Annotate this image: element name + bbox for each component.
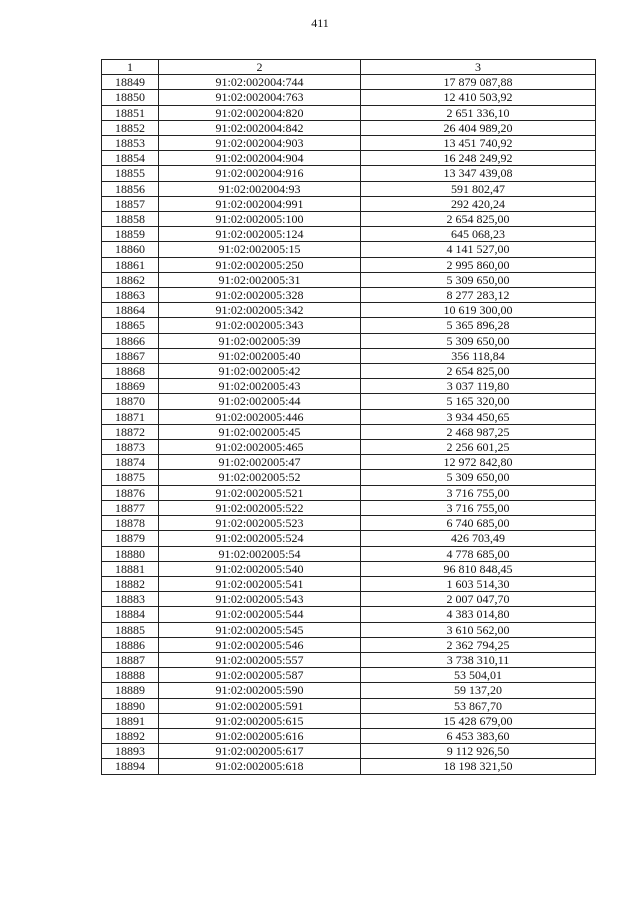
table-row [102, 379, 596, 394]
row-number-cell: 18859 [102, 227, 159, 242]
table-row [102, 105, 596, 120]
cadastral-number-cell: 91:02:002005:446 [159, 409, 361, 424]
table-row [102, 516, 596, 531]
row-number-cell: 18851 [102, 105, 159, 120]
cadastral-value-cell: 6 453 383,60 [361, 728, 596, 743]
table-row [102, 455, 596, 470]
cadastral-value-table [101, 59, 596, 775]
cadastral-value-cell: 16 248 249,92 [361, 151, 596, 166]
table-row [102, 257, 596, 272]
cadastral-number-cell: 91:02:002005:591 [159, 698, 361, 713]
table-row [102, 607, 596, 622]
cadastral-number-cell: 91:02:002004:904 [159, 151, 361, 166]
cadastral-value-cell: 3 934 450,65 [361, 409, 596, 424]
row-number-cell: 18871 [102, 409, 159, 424]
cadastral-value-cell: 292 420,24 [361, 196, 596, 211]
table-row [102, 652, 596, 667]
cadastral-number-cell: 91:02:002004:763 [159, 90, 361, 105]
cadastral-number-cell: 91:02:002005:545 [159, 622, 361, 637]
cadastral-number-cell: 91:02:002005:40 [159, 348, 361, 363]
row-number-cell: 18865 [102, 318, 159, 333]
row-number-cell: 18881 [102, 561, 159, 576]
row-number-cell: 18854 [102, 151, 159, 166]
cadastral-value-cell: 645 068,23 [361, 227, 596, 242]
cadastral-value-cell: 4 778 685,00 [361, 546, 596, 561]
row-number-cell: 18891 [102, 713, 159, 728]
table-row [102, 440, 596, 455]
table-row [102, 227, 596, 242]
table-row [102, 166, 596, 181]
cadastral-value-cell: 13 347 439,08 [361, 166, 596, 181]
cadastral-number-cell: 91:02:002004:820 [159, 105, 361, 120]
table-row [102, 531, 596, 546]
cadastral-number-cell: 91:02:002005:52 [159, 470, 361, 485]
table-row [102, 120, 596, 135]
cadastral-number-cell: 91:02:002004:903 [159, 136, 361, 151]
cadastral-value-cell: 5 309 650,00 [361, 470, 596, 485]
cadastral-number-cell: 91:02:002005:44 [159, 394, 361, 409]
cadastral-value-cell: 3 738 310,11 [361, 652, 596, 667]
cadastral-value-cell: 18 198 321,50 [361, 759, 596, 774]
cadastral-number-cell: 91:02:002005:543 [159, 592, 361, 607]
table-row [102, 394, 596, 409]
row-number-cell: 18872 [102, 424, 159, 439]
row-number-cell: 18877 [102, 500, 159, 515]
table-row [102, 592, 596, 607]
row-number-cell: 18852 [102, 120, 159, 135]
cadastral-number-cell: 91:02:002005:546 [159, 637, 361, 652]
row-number-cell: 18887 [102, 652, 159, 667]
cadastral-value-cell: 1 603 514,30 [361, 576, 596, 591]
cadastral-value-cell: 53 867,70 [361, 698, 596, 713]
row-number-cell: 18864 [102, 303, 159, 318]
row-number-cell: 18850 [102, 90, 159, 105]
table-row [102, 212, 596, 227]
cadastral-number-cell: 91:02:002004:842 [159, 120, 361, 135]
table-row [102, 561, 596, 576]
cadastral-value-cell: 15 428 679,00 [361, 713, 596, 728]
row-number-cell: 18878 [102, 516, 159, 531]
cadastral-number-cell: 91:02:002005:250 [159, 257, 361, 272]
cadastral-number-cell: 91:02:002005:39 [159, 333, 361, 348]
cadastral-number-cell: 91:02:002005:328 [159, 288, 361, 303]
cadastral-value-cell: 13 451 740,92 [361, 136, 596, 151]
cadastral-value-cell: 3 037 119,80 [361, 379, 596, 394]
cadastral-number-cell: 91:02:002004:93 [159, 181, 361, 196]
row-number-cell: 18856 [102, 181, 159, 196]
row-number-cell: 18890 [102, 698, 159, 713]
cadastral-value-cell: 3 716 755,00 [361, 485, 596, 500]
row-number-cell: 18866 [102, 333, 159, 348]
row-number-cell: 18862 [102, 272, 159, 287]
row-number-cell: 18861 [102, 257, 159, 272]
cadastral-value-cell: 5 309 650,00 [361, 272, 596, 287]
row-number-cell: 18860 [102, 242, 159, 257]
row-number-cell: 18894 [102, 759, 159, 774]
cadastral-value-cell: 3 716 755,00 [361, 500, 596, 515]
table-row [102, 698, 596, 713]
row-number-cell: 18857 [102, 196, 159, 211]
cadastral-number-cell: 91:02:002005:521 [159, 485, 361, 500]
column-header-2: 2 [159, 60, 361, 75]
cadastral-number-cell: 91:02:002005:524 [159, 531, 361, 546]
row-number-cell: 18853 [102, 136, 159, 151]
cadastral-number-cell: 91:02:002005:31 [159, 272, 361, 287]
table-row [102, 500, 596, 515]
cadastral-value-cell: 2 995 860,00 [361, 257, 596, 272]
table-row [102, 485, 596, 500]
cadastral-number-cell: 91:02:002005:616 [159, 728, 361, 743]
cadastral-value-cell: 3 610 562,00 [361, 622, 596, 637]
table-row [102, 728, 596, 743]
table-row [102, 348, 596, 363]
row-number-cell: 18863 [102, 288, 159, 303]
row-number-cell: 18879 [102, 531, 159, 546]
table-row [102, 668, 596, 683]
cadastral-number-cell: 91:02:002004:916 [159, 166, 361, 181]
table-row [102, 288, 596, 303]
cadastral-value-cell: 2 256 601,25 [361, 440, 596, 455]
cadastral-number-cell: 91:02:002005:544 [159, 607, 361, 622]
row-number-cell: 18885 [102, 622, 159, 637]
cadastral-value-cell: 2 651 336,10 [361, 105, 596, 120]
cadastral-number-cell: 91:02:002005:540 [159, 561, 361, 576]
cadastral-number-cell: 91:02:002005:522 [159, 500, 361, 515]
table-row [102, 181, 596, 196]
cadastral-value-cell: 26 404 989,20 [361, 120, 596, 135]
cadastral-value-cell: 4 141 527,00 [361, 242, 596, 257]
row-number-cell: 18869 [102, 379, 159, 394]
cadastral-value-cell: 5 165 320,00 [361, 394, 596, 409]
table-row [102, 364, 596, 379]
cadastral-value-cell: 12 972 842,80 [361, 455, 596, 470]
cadastral-number-cell: 91:02:002005:45 [159, 424, 361, 439]
cadastral-number-cell: 91:02:002005:541 [159, 576, 361, 591]
cadastral-number-cell: 91:02:002005:42 [159, 364, 361, 379]
row-number-cell: 18868 [102, 364, 159, 379]
row-number-cell: 18880 [102, 546, 159, 561]
cadastral-number-cell: 91:02:002005:557 [159, 652, 361, 667]
cadastral-value-cell: 4 383 014,80 [361, 607, 596, 622]
table-row [102, 136, 596, 151]
cadastral-value-cell: 9 112 926,50 [361, 744, 596, 759]
row-number-cell: 18892 [102, 728, 159, 743]
cadastral-value-cell: 2 654 825,00 [361, 364, 596, 379]
cadastral-number-cell: 91:02:002004:991 [159, 196, 361, 211]
cadastral-value-cell: 8 277 283,12 [361, 288, 596, 303]
table-row [102, 622, 596, 637]
cadastral-number-cell: 91:02:002005:587 [159, 668, 361, 683]
row-number-cell: 18870 [102, 394, 159, 409]
column-number-row [102, 60, 596, 75]
row-number-cell: 18889 [102, 683, 159, 698]
table-row [102, 409, 596, 424]
column-header-3: 3 [361, 60, 596, 75]
table-row [102, 333, 596, 348]
cadastral-number-cell: 91:02:002004:744 [159, 75, 361, 90]
cadastral-number-cell: 91:02:002005:54 [159, 546, 361, 561]
row-number-cell: 18858 [102, 212, 159, 227]
table-body [102, 75, 596, 774]
table-row [102, 637, 596, 652]
cadastral-number-cell: 91:02:002005:618 [159, 759, 361, 774]
row-number-cell: 18874 [102, 455, 159, 470]
table-row [102, 75, 596, 90]
cadastral-number-cell: 91:02:002005:47 [159, 455, 361, 470]
row-number-cell: 18873 [102, 440, 159, 455]
table-row [102, 759, 596, 774]
cadastral-value-cell: 10 619 300,00 [361, 303, 596, 318]
table-row [102, 546, 596, 561]
cadastral-number-cell: 91:02:002005:15 [159, 242, 361, 257]
row-number-cell: 18882 [102, 576, 159, 591]
cadastral-value-cell: 5 365 896,28 [361, 318, 596, 333]
cadastral-value-cell: 59 137,20 [361, 683, 596, 698]
cadastral-number-cell: 91:02:002005:523 [159, 516, 361, 531]
cadastral-value-cell: 2 362 794,25 [361, 637, 596, 652]
table-row [102, 318, 596, 333]
row-number-cell: 18867 [102, 348, 159, 363]
table-row [102, 470, 596, 485]
cadastral-number-cell: 91:02:002005:465 [159, 440, 361, 455]
table-row [102, 713, 596, 728]
cadastral-value-cell: 12 410 503,92 [361, 90, 596, 105]
cadastral-number-cell: 91:02:002005:124 [159, 227, 361, 242]
cadastral-number-cell: 91:02:002005:342 [159, 303, 361, 318]
cadastral-value-cell: 2 468 987,25 [361, 424, 596, 439]
cadastral-value-cell: 356 118,84 [361, 348, 596, 363]
row-number-cell: 18855 [102, 166, 159, 181]
cadastral-value-cell: 5 309 650,00 [361, 333, 596, 348]
row-number-cell: 18876 [102, 485, 159, 500]
cadastral-number-cell: 91:02:002005:100 [159, 212, 361, 227]
table-row [102, 424, 596, 439]
row-number-cell: 18893 [102, 744, 159, 759]
page-number: 411 [311, 16, 329, 30]
cadastral-value-cell: 96 810 848,45 [361, 561, 596, 576]
row-number-cell: 18888 [102, 668, 159, 683]
table-row [102, 90, 596, 105]
table-row [102, 303, 596, 318]
table-row [102, 576, 596, 591]
row-number-cell: 18886 [102, 637, 159, 652]
cadastral-number-cell: 91:02:002005:590 [159, 683, 361, 698]
cadastral-number-cell: 91:02:002005:615 [159, 713, 361, 728]
table-row [102, 272, 596, 287]
cadastral-number-cell: 91:02:002005:617 [159, 744, 361, 759]
table-row [102, 683, 596, 698]
cadastral-value-cell: 591 802,47 [361, 181, 596, 196]
row-number-cell: 18849 [102, 75, 159, 90]
cadastral-value-cell: 53 504,01 [361, 668, 596, 683]
row-number-cell: 18883 [102, 592, 159, 607]
cadastral-value-cell: 17 879 087,88 [361, 75, 596, 90]
cadastral-value-cell: 6 740 685,00 [361, 516, 596, 531]
cadastral-value-cell: 2 007 047,70 [361, 592, 596, 607]
cadastral-value-cell: 426 703,49 [361, 531, 596, 546]
table-row [102, 242, 596, 257]
row-number-cell: 18884 [102, 607, 159, 622]
table-row [102, 151, 596, 166]
table-row [102, 744, 596, 759]
cadastral-number-cell: 91:02:002005:43 [159, 379, 361, 394]
table-row [102, 196, 596, 211]
cadastral-number-cell: 91:02:002005:343 [159, 318, 361, 333]
cadastral-value-cell: 2 654 825,00 [361, 212, 596, 227]
row-number-cell: 18875 [102, 470, 159, 485]
column-header-1: 1 [102, 60, 159, 75]
